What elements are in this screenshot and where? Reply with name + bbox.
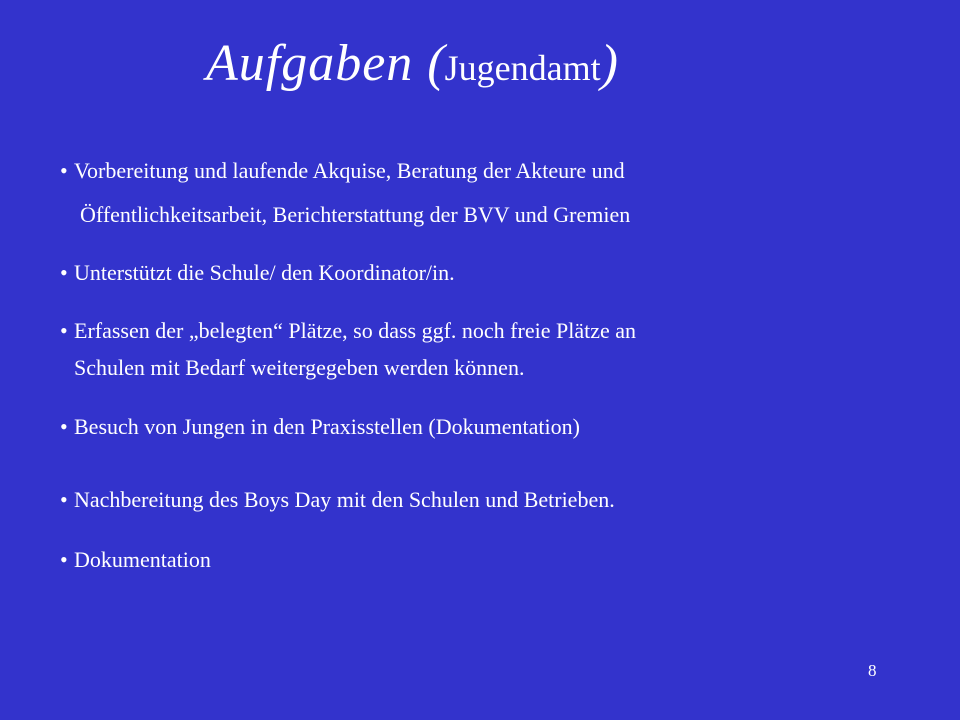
bullet-item-1-continuation: Öffentlichkeitsarbeit, Berichterstattung der BVV und Gremien bbox=[80, 202, 631, 227]
bullet-item-6-text: Dokumentation bbox=[74, 547, 211, 572]
title-subtitle: Jugendamt bbox=[444, 48, 601, 88]
bullet-icon: • bbox=[60, 414, 68, 439]
page-number: 8 bbox=[868, 661, 877, 680]
bullet-item-2-text: Unterstützt die Schule/ den Koordinator/in. bbox=[74, 260, 455, 285]
bullet-icon: • bbox=[60, 260, 68, 285]
bullet-item-6 bbox=[60, 549, 211, 571]
bullet-item-4 bbox=[60, 416, 580, 438]
bullet-item-3 bbox=[60, 320, 636, 342]
title-open-paren: ( bbox=[427, 35, 445, 92]
title-close-paren: ) bbox=[600, 35, 618, 92]
bullet-item-3-continuation: Schulen mit Bedarf weitergegeben werden können. bbox=[74, 355, 525, 380]
bullet-icon: • bbox=[60, 487, 68, 512]
bullet-item-3-text: Erfassen der „belegten“ Plätze, so dass ggf. noch freie Plätze an bbox=[74, 318, 636, 343]
bullet-item-2 bbox=[60, 262, 455, 284]
bullet-item-4-text: Besuch von Jungen in den Praxisstellen (Dokumentation) bbox=[74, 414, 580, 439]
bullet-item-5-text: Nachbereitung des Boys Day mit den Schulen und Betrieben. bbox=[74, 487, 615, 512]
bullet-icon: • bbox=[60, 158, 68, 183]
bullet-item-1 bbox=[60, 160, 625, 182]
bullet-item-5 bbox=[60, 489, 615, 511]
bullet-icon: • bbox=[60, 318, 68, 343]
bullet-item-1-text: Vorbereitung und laufende Akquise, Beratung der Akteure und bbox=[74, 158, 625, 183]
bullet-icon: • bbox=[60, 547, 68, 572]
title-main: Aufgaben bbox=[206, 35, 428, 92]
slide-title bbox=[206, 35, 618, 92]
